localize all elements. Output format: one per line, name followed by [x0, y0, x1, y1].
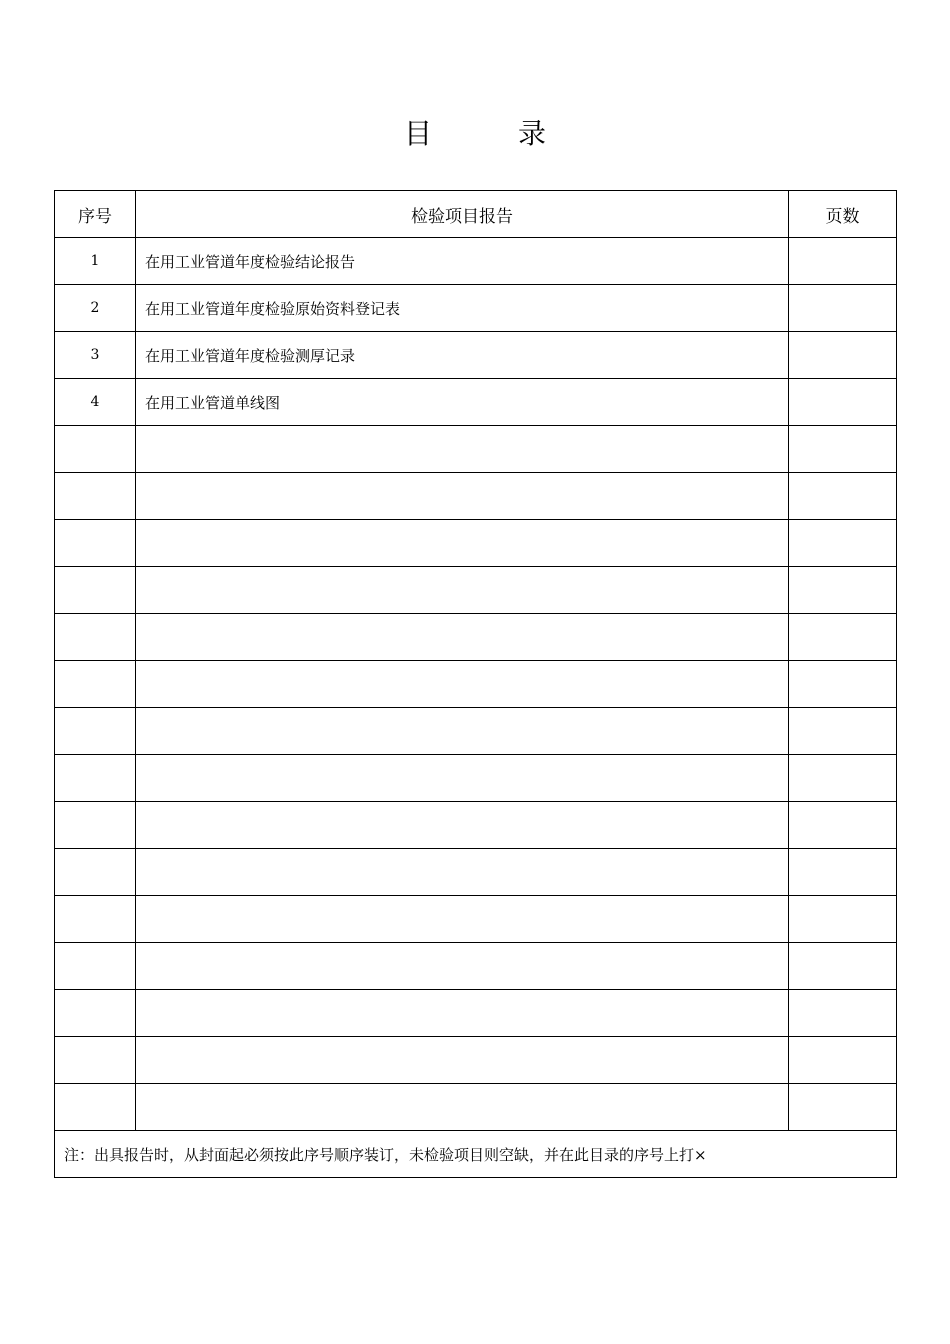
row-index — [55, 426, 136, 473]
row-page-count — [789, 896, 897, 943]
table-row — [55, 849, 897, 896]
table-row — [55, 285, 897, 332]
table-row — [55, 426, 897, 473]
note-row — [55, 1131, 897, 1178]
row-index — [55, 614, 136, 661]
table-row — [55, 238, 897, 285]
table-row — [55, 1037, 897, 1084]
table-row — [55, 379, 897, 426]
row-page-count — [789, 379, 897, 426]
row-page-count — [789, 661, 897, 708]
row-index — [55, 708, 136, 755]
row-report-name — [136, 520, 789, 567]
header-index: 序号 — [55, 191, 136, 238]
row-page-count — [789, 426, 897, 473]
table-row — [55, 1084, 897, 1131]
row-report-name — [136, 755, 789, 802]
table-header-row — [55, 191, 897, 238]
row-index: 2 — [55, 285, 136, 332]
table-row — [55, 661, 897, 708]
row-report-name: 在用工业管道年度检验原始资料登记表 — [136, 285, 789, 332]
page-title-char-2: 录 — [518, 117, 547, 150]
row-index: 1 — [55, 238, 136, 285]
row-page-count — [789, 1084, 897, 1131]
row-report-name — [136, 943, 789, 990]
row-report-name: 在用工业管道年度检验结论报告 — [136, 238, 789, 285]
table-row — [55, 755, 897, 802]
table-body — [55, 238, 897, 1131]
row-report-name — [136, 1084, 789, 1131]
row-page-count — [789, 567, 897, 614]
row-page-count — [789, 802, 897, 849]
row-page-count — [789, 755, 897, 802]
header-pages: 页数 — [789, 191, 897, 238]
row-page-count — [789, 708, 897, 755]
row-index — [55, 520, 136, 567]
table-row — [55, 567, 897, 614]
row-report-name — [136, 1037, 789, 1084]
row-report-name — [136, 426, 789, 473]
row-report-name — [136, 708, 789, 755]
row-page-count — [789, 943, 897, 990]
row-index — [55, 473, 136, 520]
row-index — [55, 1084, 136, 1131]
row-index — [55, 896, 136, 943]
table-row — [55, 332, 897, 379]
row-index — [55, 567, 136, 614]
header-report: 检验项目报告 — [136, 191, 789, 238]
row-report-name: 在用工业管道年度检验测厚记录 — [136, 332, 789, 379]
table-row — [55, 802, 897, 849]
row-report-name — [136, 661, 789, 708]
row-report-name — [136, 990, 789, 1037]
row-page-count — [789, 990, 897, 1037]
table-row — [55, 943, 897, 990]
table-row — [55, 520, 897, 567]
row-index — [55, 849, 136, 896]
row-report-name — [136, 614, 789, 661]
row-report-name — [136, 567, 789, 614]
page-title — [0, 112, 950, 152]
row-index — [55, 755, 136, 802]
row-page-count — [789, 332, 897, 379]
row-index — [55, 990, 136, 1037]
row-page-count — [789, 520, 897, 567]
row-page-count — [789, 473, 897, 520]
table-row — [55, 990, 897, 1037]
row-report-name — [136, 802, 789, 849]
table-row — [55, 473, 897, 520]
row-page-count — [789, 1037, 897, 1084]
row-index: 3 — [55, 332, 136, 379]
row-page-count — [789, 849, 897, 896]
row-report-name — [136, 896, 789, 943]
page-title-char-1: 目 — [404, 117, 433, 150]
contents-table — [54, 190, 897, 1178]
table-row — [55, 896, 897, 943]
note-text: 注：出具报告时，从封面起必须按此序号顺序装订，未检验项目则空缺，并在此目录的序号上打× — [55, 1131, 897, 1178]
row-report-name — [136, 849, 789, 896]
table-row — [55, 708, 897, 755]
row-index — [55, 1037, 136, 1084]
row-report-name — [136, 473, 789, 520]
row-page-count — [789, 614, 897, 661]
row-report-name: 在用工业管道单线图 — [136, 379, 789, 426]
row-index — [55, 802, 136, 849]
row-page-count — [789, 285, 897, 332]
table-row — [55, 614, 897, 661]
row-index: 4 — [55, 379, 136, 426]
row-index — [55, 943, 136, 990]
row-index — [55, 661, 136, 708]
row-page-count — [789, 238, 897, 285]
